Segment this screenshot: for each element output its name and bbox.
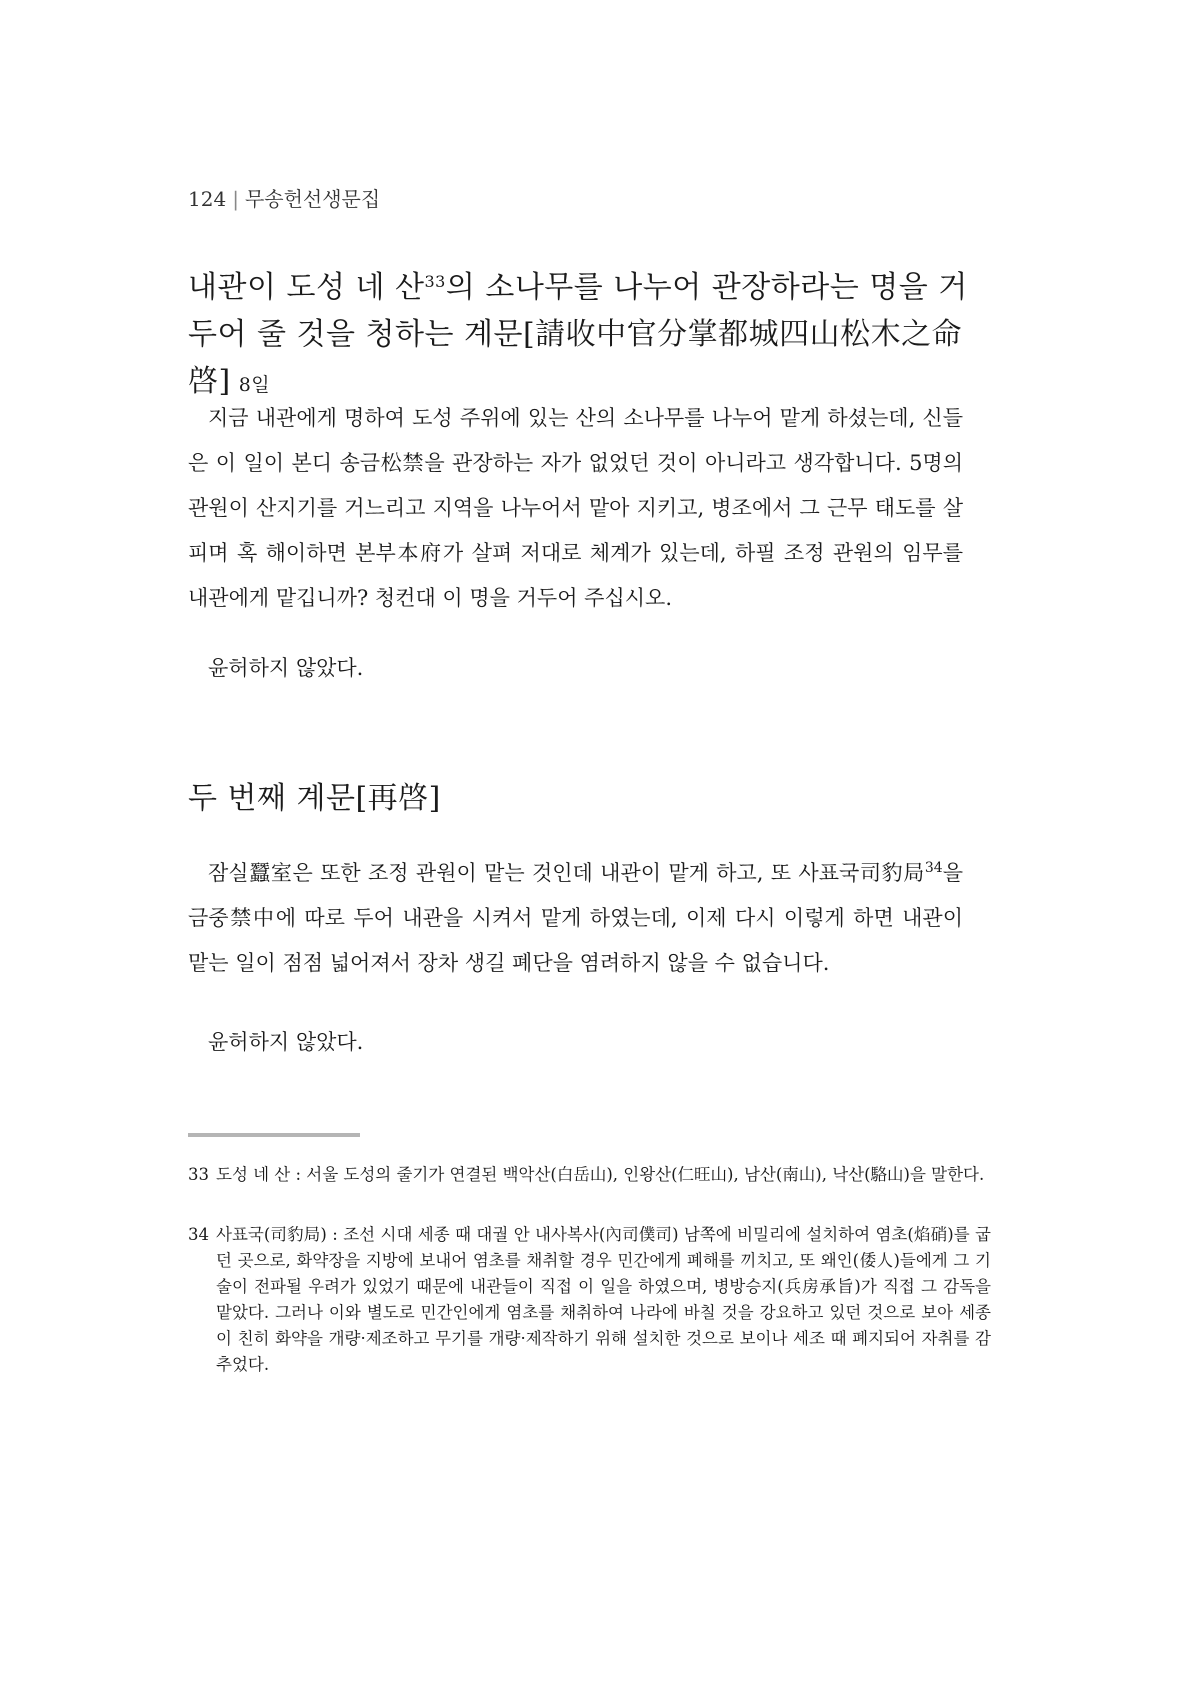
section1-title-text-cont: 의 소나무를 나누어 관장하라는 명을 거두어 줄 것을 청하는 계문[請收中官分掌都城四山松木之命啓] — [188, 270, 968, 399]
footnote-number: 34 — [188, 1225, 209, 1244]
running-header — [188, 183, 380, 212]
section2-result: 윤허하지 않았다. — [208, 1030, 364, 1054]
footnote-number: 33 — [188, 1165, 209, 1184]
section1-title — [188, 258, 968, 409]
footnote-ref-33: 33 — [424, 272, 446, 291]
section2-text: 잠실蠶室은 또한 조정 관원이 맡는 것인데 내관이 맡게 하고, 또 사표국司豹局 — [208, 861, 925, 885]
page-number: 124 — [188, 187, 227, 211]
section1-date: 8일 — [238, 374, 271, 396]
section2-text-cont: 을 금중禁中에 따로 두어 내관을 시켜서 맡게 하였는데, 이제 다시 이렇게 하면 내관이 맡는 일이 점점 넓어져서 장차 생길 폐단을 염려하지 않을 수 없습니다. — [188, 861, 963, 975]
footnote-text: 사표국(司豹局) : 조선 시대 세종 때 대궐 안 내사복사(內司僕司) 남쪽에 비밀리에 설치하여 염초(焰硝)를 굽던 곳으로, 화약장을 지방에 보내어 염초를 채취할 경우 민간에게 폐해를 끼치고, 또 왜인(倭人)들에게 그 기술이 전파될 우려가 있었기 때문에 내관들이 직접 이 일을 하였으며, 병방승지(兵房承旨)가 직접 그 감독을 맡았다. 그러나 이와 별도로 민간인에게 염초를 채취하여 나라에 바칠 것을 강요하고 있던 것으로 보아 세종이 친히 화약을 개량·제조하고 무기를 개량·제작하기 위해 설치한 것으로 보이나 세조 때 폐지되어 자취를 감추었다. — [216, 1225, 991, 1374]
footnote-34 — [188, 1222, 991, 1378]
footnote-33 — [188, 1162, 991, 1188]
section2-title: 두 번째 계문[再啓] — [188, 781, 441, 816]
section1-result: 윤허하지 않았다. — [208, 656, 364, 680]
footnote-text: 도성 네 산 : 서울 도성의 줄기가 연결된 백악산(白岳山), 인왕산(仁旺山), 남산(南山), 낙산(駱山)을 말한다. — [216, 1165, 985, 1184]
book-title: 무송헌선생문집 — [244, 187, 381, 211]
footnote-divider — [188, 1133, 360, 1137]
header-separator: | — [232, 187, 239, 211]
section2-paragraph — [188, 851, 963, 986]
section1-paragraph: 지금 내관에게 명하여 도성 주위에 있는 산의 소나무를 나누어 맡게 하셨는데, 신들은 이 일이 본디 송금松禁을 관장하는 자가 없었던 것이 아니라고 생각합니다. 5명의 관원이 산지기를 거느리고 지역을 나누어서 맡아 지키고, 병조에서 그 근무 태도를 살피며 혹 해이하면 본부本府가 살펴 저대로 체계가 있는데, 하필 조정 관원의 임무를 내관에게 맡깁니까? 청컨대 이 명을 거두어 주십시오. — [188, 406, 963, 610]
footnote-ref-34: 34 — [924, 860, 943, 876]
section1-title-text: 내관이 도성 네 산 — [188, 270, 425, 305]
